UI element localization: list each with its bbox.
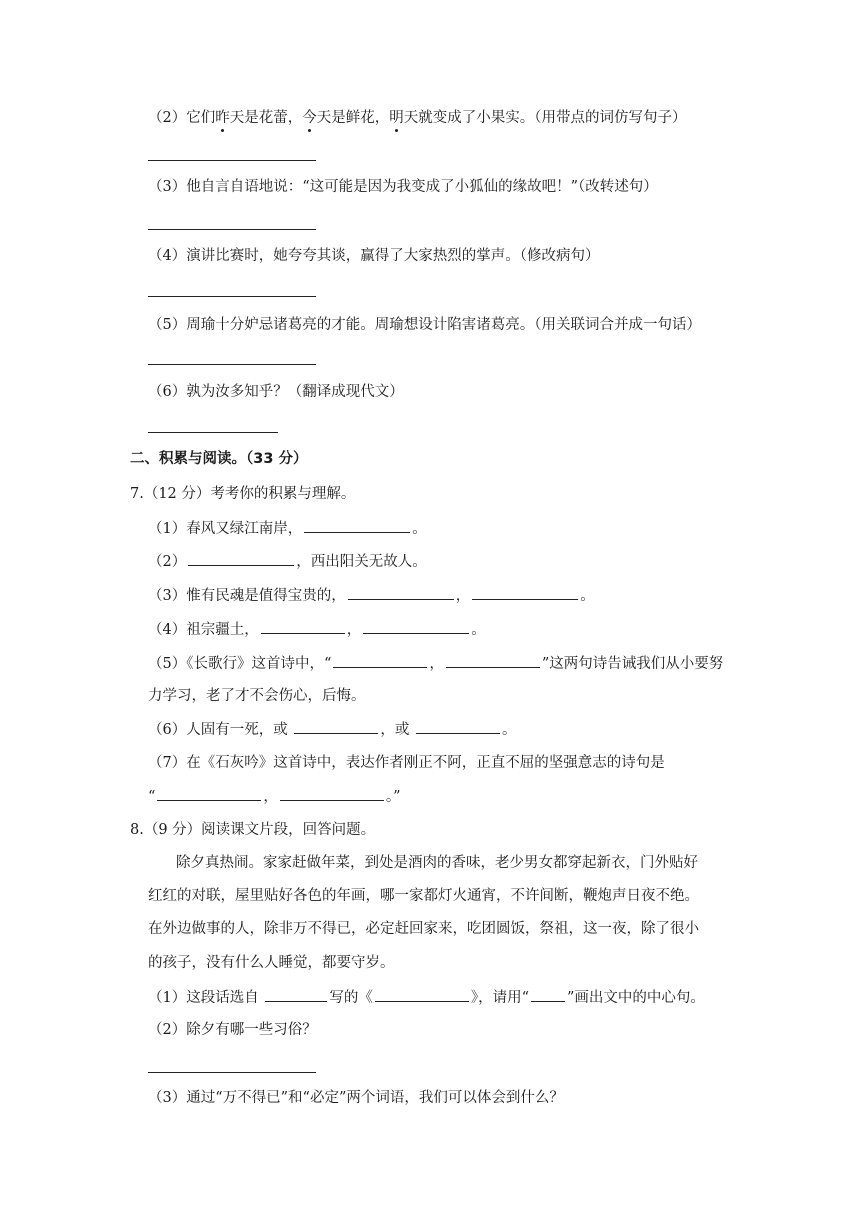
q7-s7-end: 。”	[385, 789, 401, 805]
blank-q8-title[interactable]	[375, 987, 469, 1002]
blank-q7-s6-1[interactable]	[294, 719, 378, 734]
q7-s4	[148, 619, 486, 640]
blank-q7-s3-1[interactable]	[348, 585, 454, 600]
q7-s5-text: （5）《长歌行》这首诗中，“	[148, 656, 332, 672]
q7-s1	[148, 518, 427, 539]
q7-s7-line2	[148, 786, 401, 807]
blank-q7-s6-2[interactable]	[416, 719, 500, 734]
blank-q7-s2[interactable]	[188, 551, 294, 566]
q8-passage-line: 的孩子，没有什么人睡觉，都要守岁。	[148, 955, 395, 971]
q7-s1-end: 。	[412, 521, 427, 537]
q7-s2-num: （2）	[148, 554, 187, 570]
q7-s4-sep: ，	[346, 622, 362, 638]
q6-item2	[148, 108, 686, 128]
q7-s2	[148, 551, 427, 572]
q7-s6-end: 。	[501, 722, 517, 738]
q7-s5-line2: 力学习，老了才不会伤心，后悔。	[148, 688, 366, 704]
underline-sample	[531, 987, 565, 1002]
q7-s3-end: 。	[580, 588, 595, 604]
q8-sub3: （3）通过“万不得已”和“必定”两个词语，我们可以体会到什么？	[148, 1090, 564, 1106]
q7-s5	[148, 653, 723, 674]
q7-s6	[148, 719, 516, 740]
blank-q7-s4-1[interactable]	[261, 619, 345, 634]
q8-sub1-text-c: 》，请用“	[470, 990, 530, 1006]
q7-s5-sep: ，	[429, 656, 444, 672]
q6-item6: （6）孰为汝多知乎？（翻译成现代文）	[148, 384, 404, 400]
q6-item2-text-a: （2）它们	[148, 110, 216, 126]
q7-s3-text: （3）惟有民魂是值得宝贵的，	[148, 588, 346, 604]
dotted-word-tomorrow: 明	[389, 110, 404, 126]
q7-s1-text: （1）春风又绿江南岸，	[148, 521, 303, 537]
answer-line-q6-6[interactable]	[148, 432, 278, 433]
q7-s4-end: 。	[471, 622, 486, 638]
q8-passage-line: 在外边做事的人，除非万不得已，必定赶回家来，吃团圆饭，祭祖，这一夜，除了很小	[148, 921, 699, 937]
blank-q8-author[interactable]	[265, 987, 327, 1002]
q8-passage-line: 除夕真热闹。家家赶做年菜，到处是酒肉的香味，老少男女都穿起新衣，门外贴好	[176, 855, 698, 871]
q7-s7-line1: （7）在《石灰吟》这首诗中，表达作者刚正不阿，正直不屈的坚强意志的诗句是	[148, 755, 665, 771]
answer-line-q6-4[interactable]	[148, 296, 316, 297]
q7-s6-sep: ，或	[380, 722, 414, 738]
blank-q7-s4-2[interactable]	[363, 619, 469, 634]
q7-s3	[148, 585, 595, 606]
q7-s2-text: ，西出阳关无故人。	[296, 554, 427, 570]
blank-q7-s1[interactable]	[304, 518, 410, 533]
q8-sub1-text-b: 写的《	[329, 990, 373, 1006]
q8-stem: 8.（9 分）阅读课文片段，回答问题。	[130, 822, 376, 838]
blank-q7-s5-1[interactable]	[333, 653, 427, 668]
q6-item5: （5）周瑜十分妒忌诸葛亮的才能。周瑜想设计陷害诸葛亮。（用关联词合并成一句话）	[148, 317, 701, 333]
blank-q7-s3-2[interactable]	[472, 585, 578, 600]
q7-s4-text: （4）祖宗疆土，	[148, 622, 259, 638]
q6-item4: （4）演讲比赛时，她夸夸其谈，赢得了大家热烈的掌声。（修改病句）	[148, 248, 600, 264]
q8-passage-line: 红红的对联，屋里贴好各色的年画，哪一家都灯火通宵，不许间断，鞭炮声日夜不绝。	[148, 888, 699, 904]
q8-sub1-text-a: （1）这段话选自	[148, 990, 264, 1006]
dotted-word-yesterday: 昨	[215, 110, 230, 126]
q6-item3: （3）他自言自语地说：“这可能是因为我变成了小狐仙的缘故吧！”（改转述句）	[148, 179, 658, 195]
q6-item2-text-c: 天是鲜花，	[316, 110, 390, 126]
q7-s3-sep: ，	[455, 588, 471, 604]
answer-line-q6-3[interactable]	[148, 229, 316, 230]
q8-sub1-text-d: ”画出文中的中心句。	[567, 990, 705, 1006]
q6-item2-text-b: 天是花蕾，	[229, 110, 303, 126]
q7-s5-text-b: ”这两句诗告诫我们从小要努	[541, 656, 724, 672]
answer-line-q6-2[interactable]	[148, 160, 316, 161]
q8-sub2: （2）除夕有哪一些习俗？	[148, 1022, 317, 1038]
blank-q7-s7-1[interactable]	[157, 786, 261, 801]
q8-sub1	[148, 987, 705, 1008]
answer-line-q8-2[interactable]	[148, 1072, 316, 1073]
q7-s7-open: “	[148, 789, 156, 805]
section-2-title: 二、积累与阅读。（33 分）	[130, 451, 308, 467]
blank-q7-s7-2[interactable]	[280, 786, 384, 801]
q6-item2-text-e: 天就变成了小果实。（用带点的词仿写句子）	[403, 110, 687, 126]
dotted-word-today: 今	[302, 110, 317, 126]
q7-s7-sep: ，	[263, 789, 278, 805]
blank-q7-s5-2[interactable]	[446, 653, 540, 668]
q7-stem: 7.（12 分）考考你的积累与理解。	[130, 486, 356, 502]
q7-s6-text: （6）人固有一死，或	[148, 722, 293, 738]
answer-line-q6-5[interactable]	[148, 364, 316, 365]
